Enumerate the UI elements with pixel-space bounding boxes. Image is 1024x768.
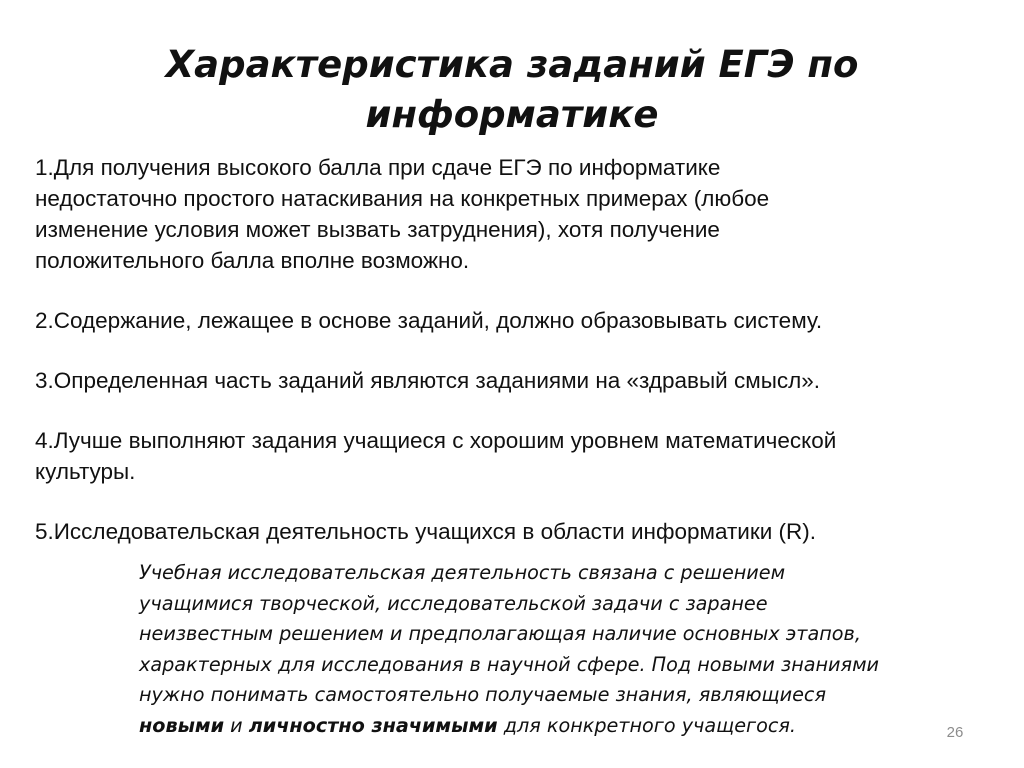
quote-tail: для конкретного учащегося. [497,713,797,737]
list-item-2 [35,305,965,336]
text-line: 5.Исследовательская деятельность учащихся в области информатики (R). [35,519,817,544]
text-line: культуры. [35,459,136,484]
text-line: положительного балла вполне возможно. [35,248,470,273]
definition-quote [139,558,949,741]
text-line: изменение условия может вызвать затруднения), хотя получение [35,217,720,242]
quote-connector: и [224,713,249,737]
page-number: 26 [946,724,964,741]
quote-line: учащимися творческой, исследовательской задачи с заранее [139,591,768,615]
emphasis-new: новыми [139,713,225,737]
quote-line: Учебная исследовательская деятельность связана с решением [139,561,786,584]
text-line: 1.Для получения высокого балла при сдаче ЕГЭ по информатике [35,155,721,180]
slide-body [35,152,965,547]
emphasis-personal: личностно значимыми [248,713,498,737]
text-line: 3.Определенная часть заданий являются заданиями на «здравый смысл». [35,368,821,393]
list-item-3 [35,365,965,396]
list-item-5 [35,516,965,547]
quote-line: неизвестным решением и предполагающая наличие основных этапов, [139,622,861,645]
list-item-4 [35,425,965,487]
quote-last-line [139,711,949,742]
quote-line: характерных для исследования в научной сфере. Под новыми знаниями [139,652,880,676]
list-item-1 [35,152,965,276]
text-line: 2.Содержание, лежащее в основе заданий, должно образовывать систему. [35,308,823,333]
text-line: недостаточно простого натаскивания на конкретных примерах (любое [35,186,770,211]
slide-title [60,40,964,140]
title-line: информатике [365,93,659,136]
title-line: Характеристика заданий ЕГЭ по [165,43,859,86]
text-line: 4.Лучше выполняют задания учащиеся с хорошим уровнем математической [35,428,837,453]
quote-line: нужно понимать самостоятельно получаемые знания, являющиеся [139,683,826,706]
